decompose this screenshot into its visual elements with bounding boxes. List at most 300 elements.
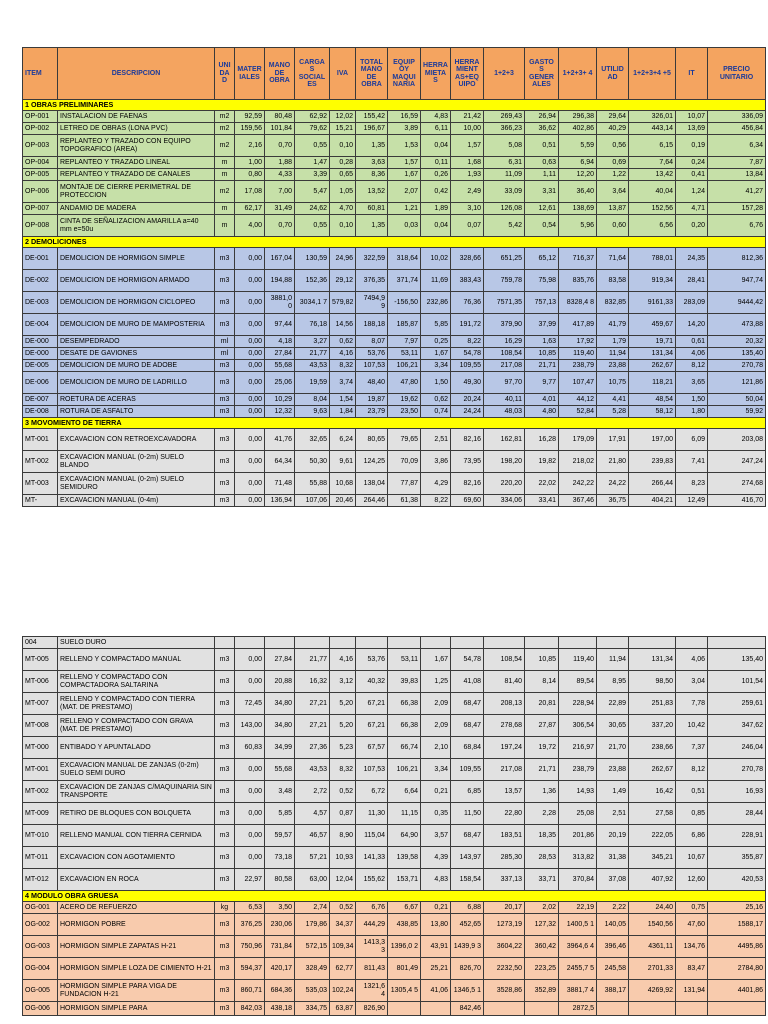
table-cell: 459,67 <box>629 314 676 336</box>
table-cell: 1,57 <box>451 135 484 157</box>
table-cell: 68,47 <box>451 715 484 737</box>
table-cell: 4,83 <box>421 111 451 123</box>
table-cell: 217,08 <box>484 759 525 781</box>
description: EXCAVACION MANUAL (0-4m) <box>58 495 215 507</box>
table-cell: 7,41 <box>676 451 708 473</box>
description: REPLANTEO Y TRAZADO DE CANALES <box>58 169 215 181</box>
table-cell: 832,85 <box>597 292 629 314</box>
description: HORMIGON SIMPLE ZAPATAS H-21 <box>58 936 215 958</box>
table-cell: 4,06 <box>676 348 708 360</box>
description: RELLENO Y COMPACTADO CON GRAVA (MAT. DE PRESTAMO) <box>58 715 215 737</box>
table-cell: 8328,4 8 <box>559 292 597 314</box>
table-cell: 9,77 <box>525 372 559 394</box>
table-cell: 217,08 <box>484 360 525 372</box>
table-cell: 62,92 <box>295 111 330 123</box>
table-cell: 109,34 <box>330 936 356 958</box>
table-cell: 3,34 <box>421 360 451 372</box>
table-cell: 72,45 <box>235 693 265 715</box>
table-cell: 452,65 <box>451 914 484 936</box>
table-cell: 0,69 <box>597 157 629 169</box>
table-cell: 0,60 <box>597 215 629 237</box>
table-cell: 0,52 <box>330 902 356 914</box>
table-cell: 10,75 <box>597 372 629 394</box>
table-cell: 1321,6 4 <box>356 980 388 1002</box>
cost-table-top <box>22 47 766 507</box>
item-code: DE-000 <box>23 348 58 360</box>
table-cell: 61,38 <box>388 495 421 507</box>
table-cell: 2784,80 <box>708 958 766 980</box>
table-cell: 23,88 <box>597 360 629 372</box>
table-cell: 0,00 <box>235 759 265 781</box>
table-cell: 167,04 <box>265 248 295 270</box>
table-cell: 4401,86 <box>708 980 766 1002</box>
table-cell: 33,09 <box>484 181 525 203</box>
table-cell: 3,10 <box>451 203 484 215</box>
table-cell: 1,67 <box>421 348 451 360</box>
table-cell: 62,17 <box>235 203 265 215</box>
table-cell: 69,60 <box>451 495 484 507</box>
unit: m3 <box>215 759 235 781</box>
table-cell: 1273,19 <box>484 914 525 936</box>
description: ANDAMIO DE MADERA <box>58 203 215 215</box>
table-cell: 13,57 <box>484 781 525 803</box>
unit: m3 <box>215 980 235 1002</box>
unit: m <box>215 203 235 215</box>
table-cell: 9161,33 <box>629 292 676 314</box>
table-cell: 33,41 <box>525 495 559 507</box>
table-cell: 152,56 <box>629 203 676 215</box>
table-cell: 13,84 <box>708 169 766 181</box>
table-cell: 12,61 <box>525 203 559 215</box>
table-cell: 34,80 <box>265 715 295 737</box>
table-cell: 4269,92 <box>629 980 676 1002</box>
table-cell: 1,89 <box>421 203 451 215</box>
table-cell: 188,18 <box>356 314 388 336</box>
table-cell: 19,59 <box>295 372 330 394</box>
table-cell: 247,24 <box>708 451 766 473</box>
table-cell: 97,70 <box>484 372 525 394</box>
table-cell: 106,21 <box>388 759 421 781</box>
table-cell: 16,29 <box>484 336 525 348</box>
table-cell <box>708 637 766 649</box>
table-cell: 20,88 <box>265 671 295 693</box>
table-cell: 443,14 <box>629 123 676 135</box>
item-code: DE-006 <box>23 372 58 394</box>
table-cell: 40,04 <box>629 181 676 203</box>
table-cell: 0,03 <box>388 215 421 237</box>
table-cell: 54,78 <box>451 649 484 671</box>
table-cell: 232,86 <box>421 292 451 314</box>
table-cell: 127,32 <box>525 914 559 936</box>
table-cell: 64,34 <box>265 451 295 473</box>
table-cell: 0,00 <box>235 372 265 394</box>
item-code: DE-000 <box>23 336 58 348</box>
table-cell: 835,76 <box>559 270 597 292</box>
table-cell: 47,80 <box>388 372 421 394</box>
table-cell: 21,70 <box>597 737 629 759</box>
table-cell: 2,07 <box>388 181 421 203</box>
table-cell: 4,70 <box>330 203 356 215</box>
table-cell: 1,54 <box>330 394 356 406</box>
table-cell: 376,35 <box>356 270 388 292</box>
table-cell: 860,71 <box>235 980 265 1002</box>
description: DESEMPEDRADO <box>58 336 215 348</box>
table-cell: 2,74 <box>295 902 330 914</box>
table-cell: 13,69 <box>676 123 708 135</box>
table-row <box>23 429 766 451</box>
table-cell: 0,62 <box>421 394 451 406</box>
table-cell: 107,47 <box>559 372 597 394</box>
table-cell: 41,27 <box>708 181 766 203</box>
table-cell: 28,53 <box>525 847 559 869</box>
table-cell: 0,00 <box>235 495 265 507</box>
header-cell: GASTO S GENER ALES <box>525 48 559 100</box>
table-cell: 27,36 <box>295 737 330 759</box>
table-cell: 4,83 <box>421 869 451 891</box>
table-cell: 136,94 <box>265 495 295 507</box>
table-cell: 66,38 <box>388 715 421 737</box>
table-cell: 8,22 <box>421 495 451 507</box>
table-cell: 579,82 <box>330 292 356 314</box>
unit: m3 <box>215 737 235 759</box>
table-cell: 230,06 <box>265 914 295 936</box>
table-cell: 0,00 <box>235 847 265 869</box>
table-cell <box>525 637 559 649</box>
table-cell: 4,39 <box>421 847 451 869</box>
header-cell: 1+2+3 <box>484 48 525 100</box>
table-cell: 4,18 <box>265 336 295 348</box>
description: HORMIGON POBRE <box>58 914 215 936</box>
table-cell: 3528,86 <box>484 980 525 1002</box>
table-cell: 159,56 <box>235 123 265 135</box>
table-row <box>23 406 766 418</box>
table-cell: 1,79 <box>597 336 629 348</box>
table-cell: 1,67 <box>421 649 451 671</box>
table-cell: 10,85 <box>525 348 559 360</box>
table-cell: 3,12 <box>330 671 356 693</box>
unit: ml <box>215 336 235 348</box>
table-cell: 83,47 <box>676 958 708 980</box>
table-cell: 420,17 <box>265 958 295 980</box>
table-cell: 50,04 <box>708 394 766 406</box>
table-cell: 1,35 <box>356 215 388 237</box>
table-cell: 17,08 <box>235 181 265 203</box>
table-cell <box>597 1002 629 1016</box>
table-cell: 48,40 <box>356 372 388 394</box>
table-cell: 0,65 <box>330 169 356 181</box>
unit: m2 <box>215 123 235 135</box>
table-cell: 39,83 <box>388 671 421 693</box>
table-cell: 6,67 <box>388 902 421 914</box>
cost-table-bottom <box>22 636 766 1016</box>
unit: m3 <box>215 270 235 292</box>
table-cell: 2,49 <box>451 181 484 203</box>
table-cell: 438,85 <box>388 914 421 936</box>
item-code: DE-001 <box>23 248 58 270</box>
table-cell: 54,78 <box>451 348 484 360</box>
table-cell: 8,23 <box>676 473 708 495</box>
table-cell: 14,93 <box>559 781 597 803</box>
table-cell: 0,00 <box>235 248 265 270</box>
table-cell: 197,00 <box>629 429 676 451</box>
table-cell: 318,64 <box>388 248 421 270</box>
table-cell: 1,93 <box>451 169 484 181</box>
table-cell: 37,99 <box>525 314 559 336</box>
header-cell: IT <box>676 48 708 100</box>
table-cell: 842,03 <box>235 1002 265 1016</box>
table-cell: 0,54 <box>525 215 559 237</box>
description: EXCAVACION MANUAL (0-2m) SUELO SEMIDURO <box>58 473 215 495</box>
table-cell: 420,53 <box>708 869 766 891</box>
table-cell: 28,44 <box>708 803 766 825</box>
table-cell: 152,36 <box>295 270 330 292</box>
item-code: MT-002 <box>23 451 58 473</box>
description: ENTIBADO Y APUNTALADO <box>58 737 215 759</box>
unit: m3 <box>215 693 235 715</box>
table-cell: 0,51 <box>525 135 559 157</box>
table-cell: 19,82 <box>525 451 559 473</box>
description: RELLENO Y COMPACTADO CON COMPACTADORA SALTARINA <box>58 671 215 693</box>
table-cell: 1,25 <box>421 671 451 693</box>
table-cell: 2872,5 <box>559 1002 597 1016</box>
table-cell: 76,36 <box>451 292 484 314</box>
table-cell: 15,21 <box>330 123 356 135</box>
table-cell <box>676 1002 708 1016</box>
item-code: MT-001 <box>23 759 58 781</box>
table-cell: 4,06 <box>676 649 708 671</box>
unit: m3 <box>215 406 235 418</box>
table-cell: 67,21 <box>356 693 388 715</box>
table-cell: 162,81 <box>484 429 525 451</box>
table-cell: 8,14 <box>525 671 559 693</box>
table-cell: 5,20 <box>330 715 356 737</box>
table-cell: 0,19 <box>676 135 708 157</box>
item-code: OG-005 <box>23 980 58 1002</box>
description: ROETURA DE ACERAS <box>58 394 215 406</box>
unit: m3 <box>215 781 235 803</box>
table-cell: 2,28 <box>525 803 559 825</box>
table-cell: 66,38 <box>388 693 421 715</box>
table-cell: 3,31 <box>525 181 559 203</box>
table-cell: 70,09 <box>388 451 421 473</box>
table-row <box>23 111 766 123</box>
description: SUELO DURO <box>58 637 215 649</box>
table-cell: 24,24 <box>451 406 484 418</box>
unit: m3 <box>215 394 235 406</box>
table-cell: 1,80 <box>676 406 708 418</box>
table-cell: 23,50 <box>388 406 421 418</box>
table-cell: 24,96 <box>330 248 356 270</box>
table-cell: 6,72 <box>356 781 388 803</box>
unit: m2 <box>215 135 235 157</box>
table-cell: 347,62 <box>708 715 766 737</box>
table-cell: 80,58 <box>265 869 295 891</box>
table-cell: 8,90 <box>330 825 356 847</box>
table-cell: 0,00 <box>235 451 265 473</box>
table-cell: 5,28 <box>597 406 629 418</box>
table-cell: 203,08 <box>708 429 766 451</box>
table-row <box>23 958 766 980</box>
unit: kg <box>215 902 235 914</box>
table-cell: 3,74 <box>330 372 356 394</box>
table-cell: 370,84 <box>559 869 597 891</box>
description: EXCAVACION EN ROCA <box>58 869 215 891</box>
table-cell: 684,36 <box>265 980 295 1002</box>
table-cell: 283,09 <box>676 292 708 314</box>
table-cell: 119,40 <box>559 348 597 360</box>
table-cell: 19,71 <box>629 336 676 348</box>
table-cell: 9444,42 <box>708 292 766 314</box>
table-cell: 41,76 <box>265 429 295 451</box>
table-cell: 4,41 <box>597 394 629 406</box>
unit: m3 <box>215 869 235 891</box>
table-row <box>23 181 766 203</box>
table-row <box>23 825 766 847</box>
table-cell: 67,21 <box>356 715 388 737</box>
table-cell: 3,48 <box>265 781 295 803</box>
item-code: OP-005 <box>23 169 58 181</box>
table-cell <box>676 637 708 649</box>
item-code: MT-010 <box>23 825 58 847</box>
table-cell: 7,78 <box>676 693 708 715</box>
unit: m <box>215 157 235 169</box>
table-cell: 572,15 <box>295 936 330 958</box>
description: EXCAVACION MANUAL DE ZANJAS (0-2m) SUELO SEMI DURO <box>58 759 215 781</box>
table-cell: 4,80 <box>525 406 559 418</box>
table-cell: 322,59 <box>356 248 388 270</box>
table-cell: 0,11 <box>421 157 451 169</box>
description: HORMIGON SIMPLE PARA <box>58 1002 215 1016</box>
table-cell: 6,94 <box>559 157 597 169</box>
table-cell: 25,08 <box>559 803 597 825</box>
unit: m <box>215 215 235 237</box>
table-cell: 4,16 <box>330 348 356 360</box>
table-cell: 1396,0 2 <box>388 936 421 958</box>
table-cell: 0,74 <box>421 406 451 418</box>
header-cell: 1+2+3+4 +5 <box>629 48 676 100</box>
description: DEMOLICION DE HORMIGON SIMPLE <box>58 248 215 270</box>
table-cell: 97,44 <box>265 314 295 336</box>
table-cell: 10,68 <box>330 473 356 495</box>
table-cell: 594,37 <box>235 958 265 980</box>
section-title: 3 MOVOMIENTO DE TIERRA <box>23 418 766 429</box>
table-cell: 22,89 <box>597 693 629 715</box>
description: REPLANTEO Y TRAZADO LINEAL <box>58 157 215 169</box>
table-cell: 158,54 <box>451 869 484 891</box>
table-cell: 7,87 <box>708 157 766 169</box>
table-cell: 0,62 <box>330 336 356 348</box>
description: DESATE DE GAVIONES <box>58 348 215 360</box>
table-cell: 27,21 <box>295 693 330 715</box>
table-cell: 285,30 <box>484 847 525 869</box>
table-cell: 53,76 <box>356 348 388 360</box>
table-cell: 3604,22 <box>484 936 525 958</box>
item-code: DE-005 <box>23 360 58 372</box>
unit: m3 <box>215 914 235 936</box>
table-cell: 313,82 <box>559 847 597 869</box>
table-cell: 801,49 <box>388 958 421 980</box>
table-cell: 6,34 <box>708 135 766 157</box>
table-cell: 67,57 <box>356 737 388 759</box>
table-cell: 25,21 <box>421 958 451 980</box>
table-cell: 0,00 <box>235 270 265 292</box>
table-cell: 826,90 <box>356 1002 388 1016</box>
table-cell: 245,58 <box>597 958 629 980</box>
item-code: OG-003 <box>23 936 58 958</box>
table-cell: 59,57 <box>265 825 295 847</box>
table-cell: 6,31 <box>484 157 525 169</box>
table-cell: 328,49 <box>295 958 330 980</box>
table-cell: 66,74 <box>388 737 421 759</box>
table-cell: 0,00 <box>235 671 265 693</box>
table-row <box>23 123 766 135</box>
table-cell: 4,57 <box>295 803 330 825</box>
table-cell: 1,53 <box>388 135 421 157</box>
table-cell: 0,07 <box>451 215 484 237</box>
table-cell: 0,26 <box>421 169 451 181</box>
table-row <box>23 157 766 169</box>
table-cell: 179,86 <box>295 914 330 936</box>
table-row <box>23 495 766 507</box>
item-code: OP-006 <box>23 181 58 203</box>
unit: m3 <box>215 292 235 314</box>
table-cell: 1540,56 <box>629 914 676 936</box>
table-row <box>23 737 766 759</box>
table-cell: 1439,9 3 <box>451 936 484 958</box>
table-cell: 326,01 <box>629 111 676 123</box>
table-cell: 0,21 <box>421 781 451 803</box>
table-cell: 0,00 <box>235 825 265 847</box>
table-cell: 101,54 <box>708 671 766 693</box>
item-code: DE-007 <box>23 394 58 406</box>
table-cell: 4,01 <box>525 394 559 406</box>
table-cell: 0,87 <box>330 803 356 825</box>
table-row <box>23 649 766 671</box>
table-cell: 24,35 <box>676 248 708 270</box>
table-cell: 1,57 <box>388 157 421 169</box>
table-cell: 417,89 <box>559 314 597 336</box>
table-cell: 75,98 <box>525 270 559 292</box>
table-cell: 0,24 <box>676 157 708 169</box>
table-cell: 10,85 <box>525 649 559 671</box>
table-cell: 7494,9 9 <box>356 292 388 314</box>
table-row <box>23 847 766 869</box>
table-cell: 6,76 <box>708 215 766 237</box>
table-cell: 22,19 <box>559 902 597 914</box>
header-cell: UNI DA D <box>215 48 235 100</box>
table-cell: 2232,50 <box>484 958 525 980</box>
table-cell: 20,19 <box>597 825 629 847</box>
table-cell: 0,00 <box>235 649 265 671</box>
table-cell: 1,67 <box>388 169 421 181</box>
header-cell: MATER IALES <box>235 48 265 100</box>
table-cell: 107,53 <box>356 360 388 372</box>
table-cell: 0,56 <box>597 135 629 157</box>
table-cell: 79,62 <box>295 123 330 135</box>
table-cell: 20,46 <box>330 495 356 507</box>
table-cell: 23,88 <box>597 759 629 781</box>
section-title: 4 MODULO OBRA GRUESA <box>23 891 766 902</box>
table-cell: 14,56 <box>330 314 356 336</box>
table-cell: 49,30 <box>451 372 484 394</box>
table-cell: 73,18 <box>265 847 295 869</box>
table-cell <box>421 1002 451 1016</box>
table-cell: 3,64 <box>597 181 629 203</box>
table-cell: 201,86 <box>559 825 597 847</box>
item-code: MT-003 <box>23 473 58 495</box>
unit: m3 <box>215 649 235 671</box>
table-cell: 812,36 <box>708 248 766 270</box>
